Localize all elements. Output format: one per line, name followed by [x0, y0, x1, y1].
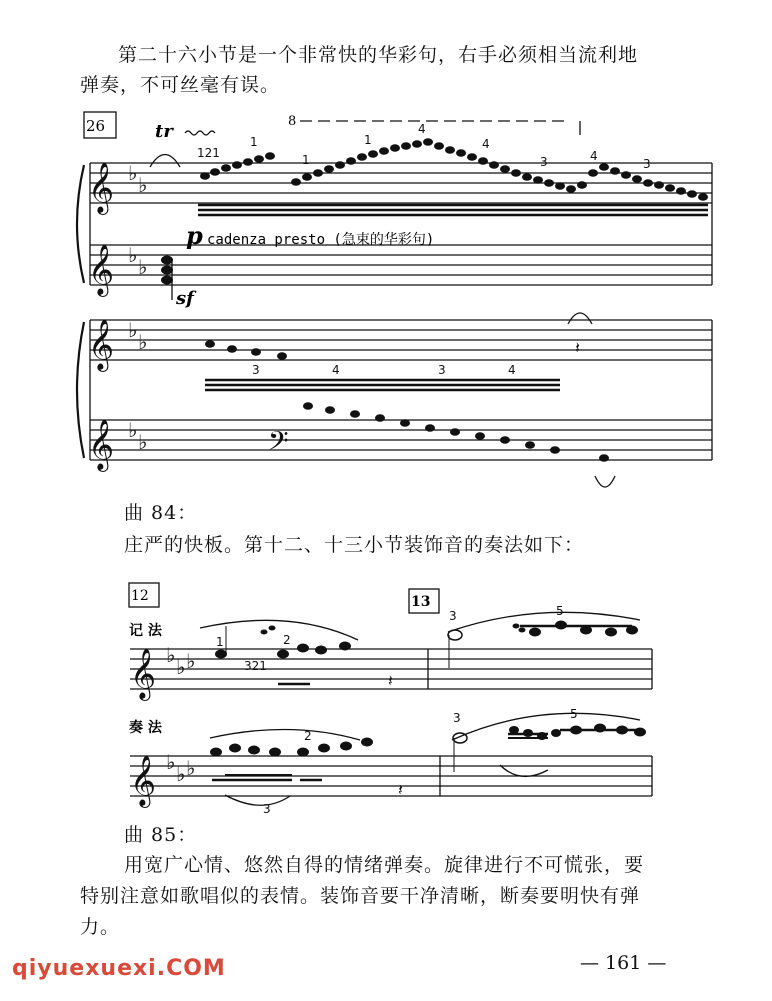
performance-label: 奏 法	[129, 720, 162, 736]
svg-text:𝄽: 𝄽	[388, 671, 393, 690]
fingering: 4	[482, 137, 490, 151]
cadenza-note-run	[200, 138, 708, 201]
intro-line-2: 弹奏，不可丝毫有误。	[80, 74, 281, 96]
svg-text:♭: ♭	[138, 255, 148, 279]
intro-line-1: 第二十六小节是一个非常快的华彩句，右手必须相当流利地	[118, 44, 639, 66]
measure-number: 13	[411, 594, 431, 610]
fingering: 1	[364, 133, 372, 147]
svg-text:♭: ♭	[186, 649, 196, 673]
score-example-measures-12-13	[0, 570, 772, 840]
svg-text:♭: ♭	[176, 762, 186, 786]
staff-2-treble	[90, 320, 712, 360]
watermark-logo: qiyuexuexi.COM	[12, 956, 226, 981]
trill-marking: tr	[155, 121, 173, 142]
treble-clef-icon: 𝄞	[130, 755, 157, 806]
fingering: 1	[250, 135, 258, 149]
staff-performance	[130, 756, 652, 796]
treble-clef-icon: 𝄞	[88, 244, 115, 295]
fingering: 3	[449, 609, 457, 623]
fingering: 3	[643, 157, 651, 171]
treble-clef-icon: 𝄞	[88, 419, 115, 470]
tempo-text: cadenza presto (急束的华彩句)	[207, 232, 435, 248]
svg-text:𝄽: 𝄽	[575, 338, 580, 357]
description-84: 庄严的快板。第十二、十三小节装饰音的奏法如下：	[124, 534, 585, 556]
fingering: 5	[570, 707, 578, 721]
notation-label: 记 法	[129, 623, 162, 639]
svg-text:♭: ♭	[186, 756, 196, 780]
dynamic-marking: p	[186, 221, 203, 250]
svg-text:♭: ♭	[138, 330, 148, 354]
fingering: 3	[263, 802, 271, 816]
staff-2-lower	[90, 420, 712, 460]
description-85-line-2: 特别注意如歌唱似的表情。装饰音要干净清晰，断奏要明快有弹	[80, 885, 641, 907]
accent-marking: sf	[176, 288, 194, 309]
caption-85: 曲 85：	[124, 824, 198, 846]
fingering: 3	[438, 363, 446, 377]
fingering: 3	[540, 155, 548, 169]
caption-84: 曲 84：	[124, 502, 198, 524]
svg-text:♭: ♭	[128, 318, 138, 342]
ottava-marking: 8	[288, 114, 297, 129]
bass-clef-icon: 𝄢	[268, 425, 289, 463]
treble-clef-icon: 𝄞	[130, 648, 157, 699]
fingering: 2	[283, 633, 291, 647]
svg-text:♭: ♭	[176, 655, 186, 679]
fingering: 1	[216, 635, 224, 649]
fingering: 3	[252, 363, 260, 377]
score-example-measure-26	[0, 100, 772, 500]
svg-text:♭: ♭	[166, 750, 176, 774]
fingering: 4	[590, 149, 598, 163]
fingering: 2	[304, 729, 312, 743]
description-85-line-3: 力。	[80, 916, 121, 938]
description-85-line-1: 用宽广心情、悠然自得的情绪弹奏。旋律进行不可慌张，要	[124, 854, 645, 876]
fingering: 1	[302, 153, 310, 167]
fingering: 4	[332, 363, 340, 377]
svg-text:𝄽: 𝄽	[398, 780, 403, 799]
fingering: 5	[556, 604, 564, 618]
svg-text:♭: ♭	[138, 430, 148, 454]
svg-text:♭: ♭	[128, 243, 138, 267]
svg-text:♭: ♭	[166, 643, 176, 667]
fingering: 4	[508, 363, 516, 377]
fingering: 321	[244, 659, 267, 673]
svg-text:♭: ♭	[128, 418, 138, 442]
fingering: 121	[197, 146, 220, 160]
page-number: — 161 —	[580, 952, 667, 974]
svg-text:♭: ♭	[138, 173, 148, 197]
treble-clef-icon: 𝄞	[88, 162, 115, 213]
measure-number: 12	[131, 588, 149, 604]
measure-number: 26	[86, 117, 106, 135]
descending-note-run	[205, 340, 609, 462]
svg-text:♭: ♭	[128, 161, 138, 185]
treble-clef-icon: 𝄞	[88, 319, 115, 370]
fingering: 3	[453, 711, 461, 725]
fingering: 4	[418, 122, 426, 136]
staff-1-lower	[90, 245, 712, 285]
